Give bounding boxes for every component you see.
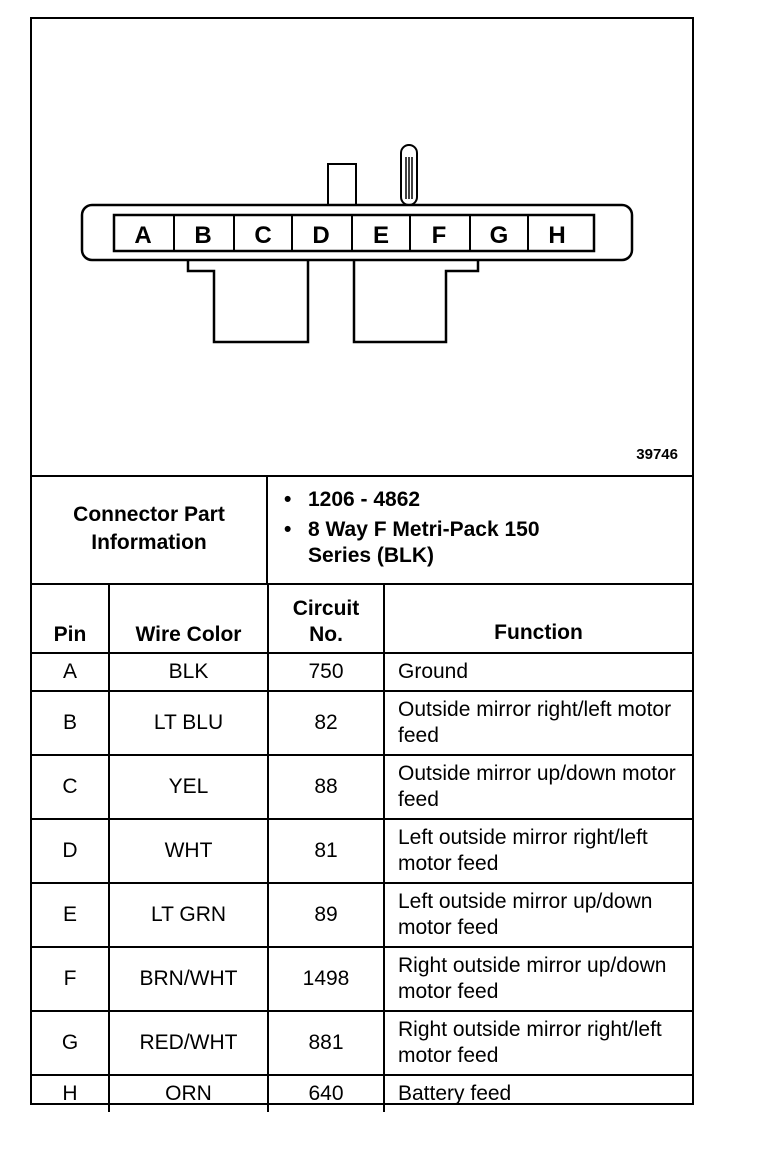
header-function: Function (384, 583, 692, 653)
pin-cell: C (32, 755, 109, 819)
circuit-cell: 750 (268, 653, 384, 691)
function-cell: Battery feed (384, 1075, 692, 1112)
pin-label: D (312, 222, 330, 249)
circuit-cell: 1498 (268, 947, 384, 1011)
header-pin: Pin (32, 583, 109, 653)
wire-color-cell: LT GRN (109, 883, 268, 947)
pin-cell: D (32, 819, 109, 883)
pin-cell: H (32, 1075, 109, 1112)
pin-label: F (431, 222, 447, 249)
connector-diagram (32, 19, 692, 477)
lock-tab (328, 164, 356, 205)
circuit-cell: 82 (268, 691, 384, 755)
wire-color-cell: LT BLU (109, 691, 268, 755)
pin-cell: B (32, 691, 109, 755)
table-row (32, 883, 692, 947)
wire-color-cell: ORN (109, 1075, 268, 1112)
table-row (32, 819, 692, 883)
table-row (32, 947, 692, 1011)
pin-label: H (548, 222, 566, 249)
pin-label: G (489, 222, 509, 249)
circuit-cell: 89 (268, 883, 384, 947)
figure-number: 39746 (636, 446, 678, 463)
wire-color-cell: WHT (109, 819, 268, 883)
function-cell: Right outside mirror right/left motor feed (384, 1011, 692, 1075)
circuit-cell: 881 (268, 1011, 384, 1075)
wire-color-cell: BRN/WHT (109, 947, 268, 1011)
pin-label: A (134, 222, 152, 249)
wire-color-cell: YEL (109, 755, 268, 819)
part-number: • 1206 - 4862 (308, 487, 608, 513)
connector-info (32, 475, 692, 585)
table-row (32, 1011, 692, 1075)
pin-label: C (254, 222, 272, 249)
function-cell: Ground (384, 653, 692, 691)
table-header-row (32, 583, 692, 653)
wire-color-cell: RED/WHT (109, 1011, 268, 1075)
pin-label: B (194, 222, 212, 249)
table-row (32, 1075, 692, 1112)
connector-info-list (268, 475, 692, 583)
pin-cell: E (32, 883, 109, 947)
header-circuit: Circuit No. (268, 583, 384, 653)
function-cell: Outside mirror right/left motor feed (384, 691, 692, 755)
pin-cell: A (32, 653, 109, 691)
function-cell: Right outside mirror up/down motor feed (384, 947, 692, 1011)
connector-series: • 8 Way F Metri-Pack 150 Series (BLK) (308, 517, 608, 569)
pin-cell: G (32, 1011, 109, 1075)
function-cell: Left outside mirror right/left motor feed (384, 819, 692, 883)
function-cell: Outside mirror up/down motor feed (384, 755, 692, 819)
connector-document (30, 17, 694, 1105)
connector-info-label: Connector Part Information (32, 475, 268, 583)
circuit-cell: 88 (268, 755, 384, 819)
table-row (32, 755, 692, 819)
pin-cell: F (32, 947, 109, 1011)
right-latch (354, 260, 478, 342)
table-row (32, 653, 692, 691)
circuit-cell: 640 (268, 1075, 384, 1112)
header-wire-color: Wire Color (109, 583, 268, 653)
function-cell: Left outside mirror up/down motor feed (384, 883, 692, 947)
circuit-cell: 81 (268, 819, 384, 883)
left-latch (188, 260, 308, 342)
pin-table (32, 583, 692, 1112)
wire-color-cell: BLK (109, 653, 268, 691)
pin-label: E (372, 222, 389, 249)
table-row (32, 691, 692, 755)
